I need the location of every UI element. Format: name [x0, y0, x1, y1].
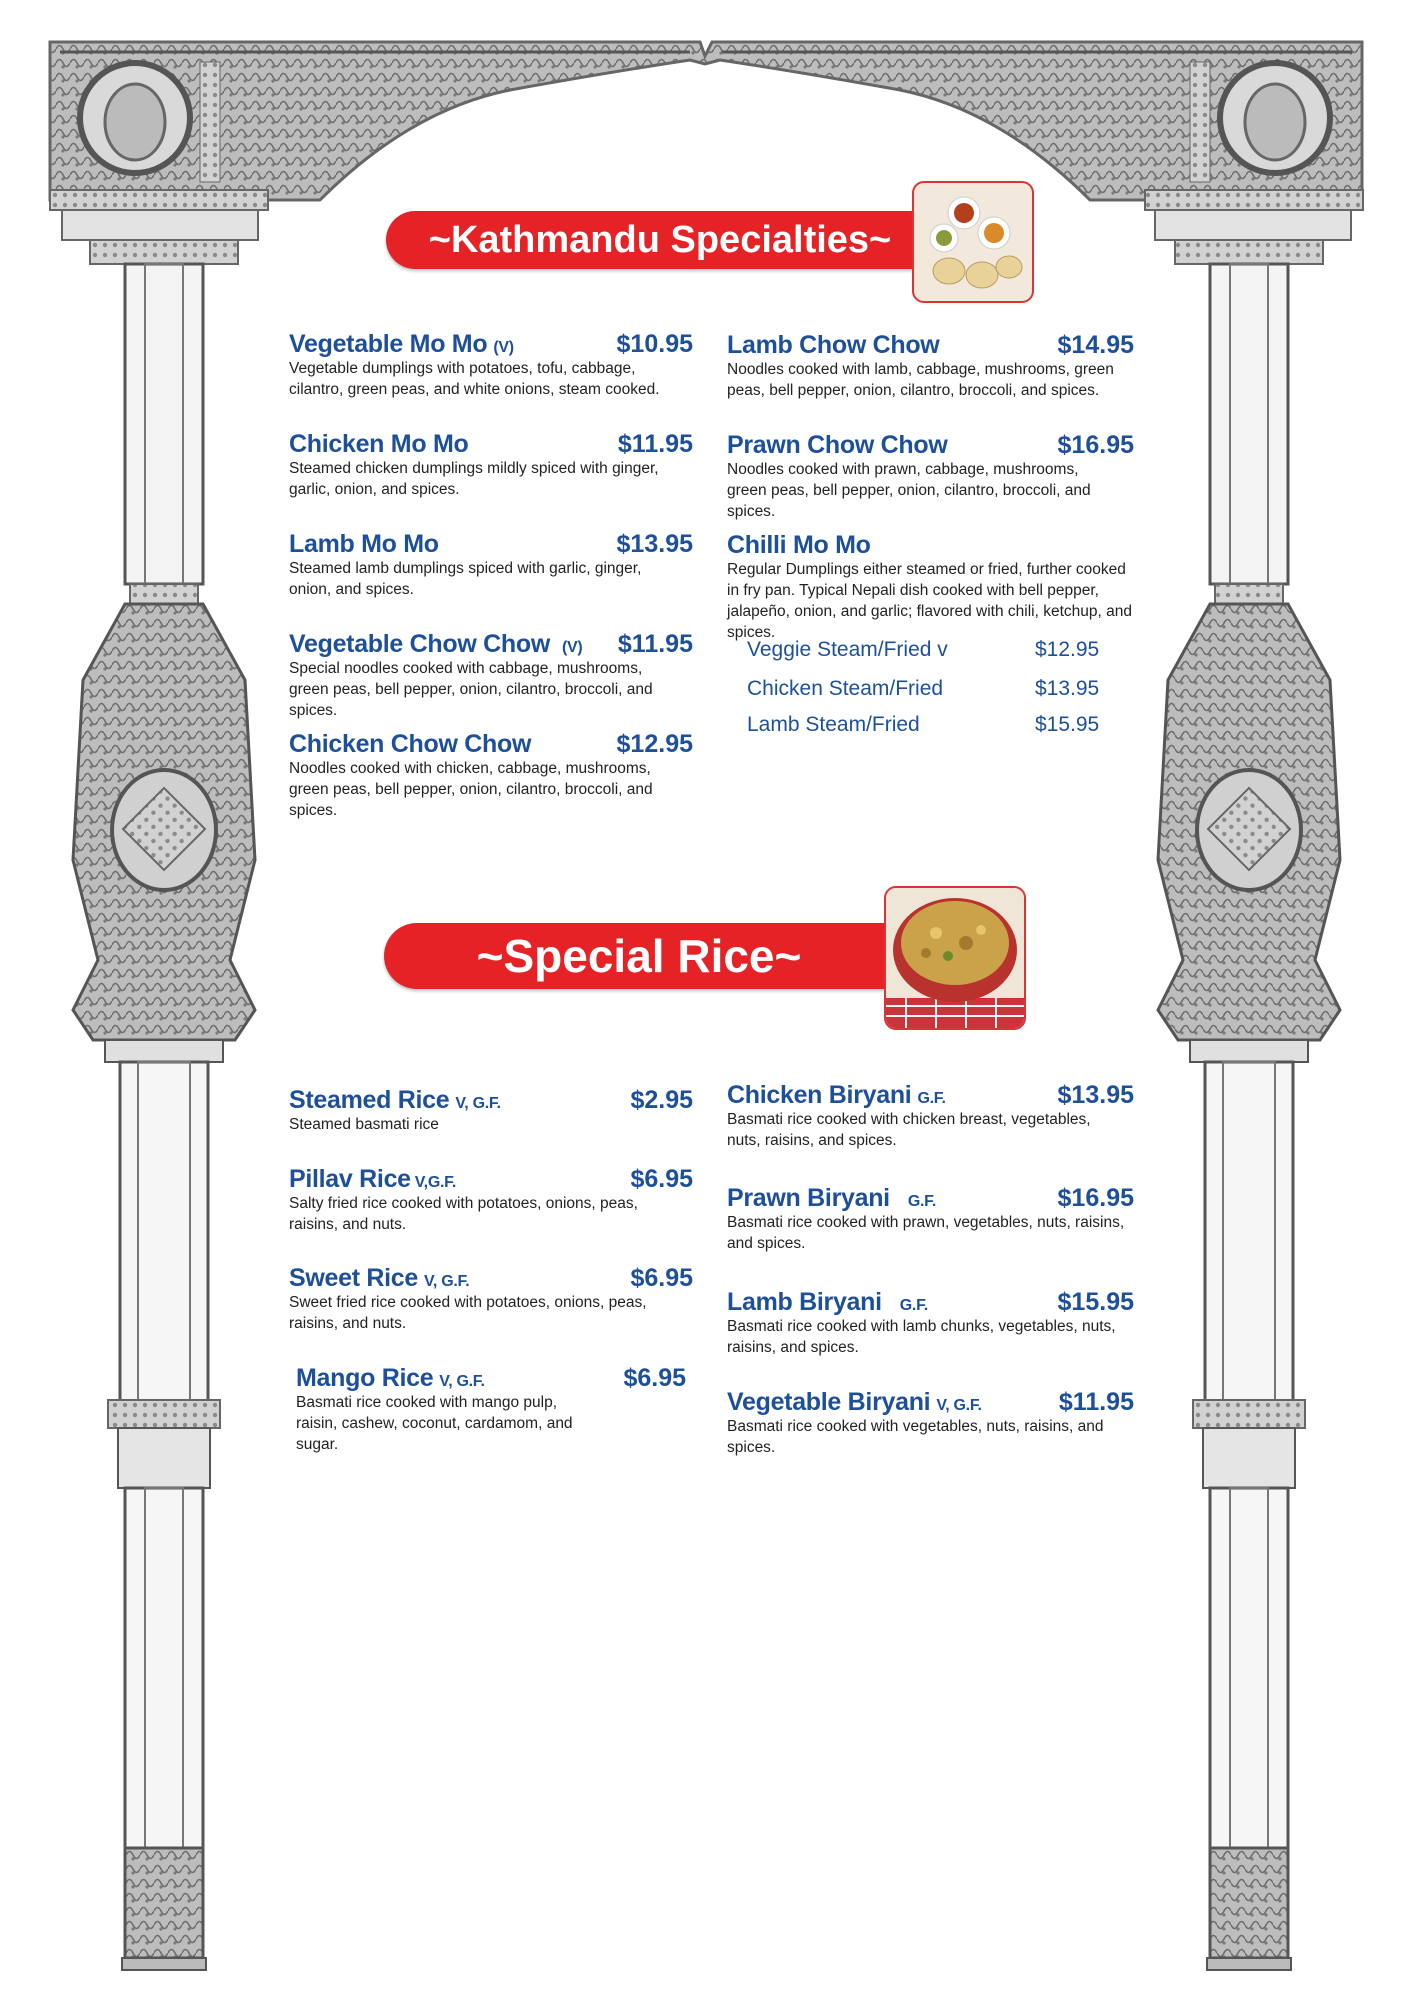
item-price: $13.95 — [616, 530, 693, 558]
chilli-option-label: Chicken Steam/Fried — [747, 677, 944, 700]
menu-item-chicken-mo-mo — [289, 430, 693, 510]
item-description: Salty fried rice cooked with potatoes, onions, peas, raisins, and nuts. — [289, 1195, 638, 1233]
item-name: Steamed Rice V, G.F. — [289, 1086, 501, 1114]
item-price: $2.95 — [630, 1086, 693, 1114]
item-price: $16.95 — [1057, 431, 1134, 459]
menu-item-chicken-biryani — [727, 1081, 1134, 1161]
right-pillar — [1145, 190, 1363, 1970]
menu-item-vegetable-chow-chow — [289, 630, 693, 719]
item-description: Noodles cooked with prawn, cabbage, mushrooms, green peas, bell pepper, onion, cilantro, broccoli, and spices. — [727, 461, 1091, 520]
menu-item-vegetable-mo-mo — [289, 330, 693, 410]
menu-item-vegetable-biryani — [727, 1388, 1134, 1456]
item-name: Pillav Rice V,G.F. — [289, 1165, 456, 1193]
item-description: Noodles cooked with lamb, cabbage, mushrooms, green peas, bell pepper, onion, cilantro, broccoli, and spices. — [727, 361, 1114, 399]
item-description: Basmati rice cooked with vegetables, nuts, raisins, and spices. — [727, 1418, 1104, 1456]
item-description: Regular Dumplings either steamed or fried, further cooked in fry pan. Typical Nepali dish cooked with bell pepper, jalapeño, onion, and garlic; flavored with chili, ketchup, and spices. — [727, 561, 1132, 641]
item-name: Vegetable Mo Mo (V) — [289, 330, 514, 358]
item-name: Mango Rice V, G.F. — [296, 1364, 485, 1392]
kathmandu-specialties-banner: ~Kathmandu Specialties~ — [386, 211, 934, 269]
item-description: Steamed basmati rice — [289, 1116, 439, 1133]
item-price: $11.95 — [617, 430, 693, 458]
left-pillar — [50, 190, 268, 1970]
item-name: Lamb Chow Chow — [727, 331, 940, 359]
item-name: Vegetable Biryani V, G.F. — [727, 1388, 982, 1416]
chilli-option-label: Veggie Steam/Fried v — [747, 638, 948, 661]
item-description: Basmati rice cooked with mango pulp, raisin, cashew, coconut, cardamom, and sugar. — [296, 1394, 573, 1453]
item-price: $16.95 — [1057, 1184, 1134, 1212]
menu-item-lamb-mo-mo — [289, 530, 693, 610]
item-price: $6.95 — [623, 1364, 686, 1392]
menu-item-steamed-rice — [289, 1086, 693, 1146]
menu-item-chilli-mo-mo — [727, 531, 1134, 641]
item-description: Special noodles cooked with cabbage, mushrooms, green peas, bell pepper, onion, cilantro, broccoli, and spices. — [289, 660, 653, 719]
chilli-option-price: $12.95 — [1035, 638, 1100, 661]
item-price: $6.95 — [630, 1264, 693, 1292]
item-price: $11.95 — [1058, 1388, 1134, 1416]
item-description: Steamed lamb dumplings spiced with garlic, ginger, onion, and spices. — [289, 560, 642, 598]
biryani-dish-photo — [884, 886, 1026, 1030]
menu-item-prawn-biryani — [727, 1184, 1134, 1264]
item-description: Sweet fried rice cooked with potatoes, onions, peas, raisins, and nuts. — [289, 1294, 647, 1332]
chilli-option-price: $13.95 — [1035, 677, 1100, 700]
menu-item-mango-rice — [296, 1364, 686, 1453]
menu-item-sweet-rice — [289, 1264, 693, 1344]
menu-item-lamb-chow-chow — [727, 331, 1134, 411]
item-name: Prawn Biryani G.F. — [727, 1184, 936, 1212]
item-name: Lamb Mo Mo — [289, 530, 439, 558]
item-price: $11.95 — [617, 630, 693, 658]
item-name: Chicken Chow Chow — [289, 730, 532, 758]
chilli-option-label: Lamb Steam/Fried — [747, 713, 920, 736]
item-price: $6.95 — [630, 1165, 693, 1193]
item-description: Noodles cooked with chicken, cabbage, mushrooms, green peas, bell pepper, onion, cilantro, broccoli, and spices. — [289, 760, 653, 819]
item-name: Lamb Biryani G.F. — [727, 1288, 928, 1316]
menu-item-prawn-chow-chow — [727, 431, 1134, 520]
special-rice-banner: ~Special Rice~ — [384, 923, 894, 989]
item-description: Basmati rice cooked with lamb chunks, vegetables, nuts, raisins, and spices. — [727, 1318, 1116, 1356]
item-name: Sweet Rice V, G.F. — [289, 1264, 470, 1292]
item-name: Chicken Mo Mo — [289, 430, 469, 458]
item-price: $12.95 — [616, 730, 693, 758]
momo-dish-photo — [912, 181, 1034, 303]
menu-item-lamb-biryani — [727, 1288, 1134, 1368]
item-price: $13.95 — [1057, 1081, 1134, 1109]
menu-item-pillav-rice — [289, 1165, 693, 1245]
item-name: Chilli Mo Mo — [727, 531, 871, 559]
menu-item-chicken-chow-chow — [289, 730, 693, 819]
item-name: Vegetable Chow Chow (V) — [289, 630, 583, 658]
item-description: Steamed chicken dumplings mildly spiced with ginger, garlic, onion, and spices. — [289, 460, 659, 498]
item-name: Prawn Chow Chow — [727, 431, 948, 459]
item-description: Basmati rice cooked with chicken breast, vegetables, nuts, raisins, and spices. — [727, 1111, 1091, 1149]
item-price: $10.95 — [616, 330, 693, 358]
item-description: Vegetable dumplings with potatoes, tofu, cabbage, cilantro, green peas, and white onions, steam cooked. — [289, 360, 660, 398]
item-price: $15.95 — [1057, 1288, 1134, 1316]
item-name: Chicken Biryani G.F. — [727, 1081, 946, 1109]
item-description: Basmati rice cooked with prawn, vegetables, nuts, raisins, and spices. — [727, 1214, 1125, 1252]
chilli-option-price: $15.95 — [1035, 713, 1100, 736]
item-price: $14.95 — [1057, 331, 1134, 359]
